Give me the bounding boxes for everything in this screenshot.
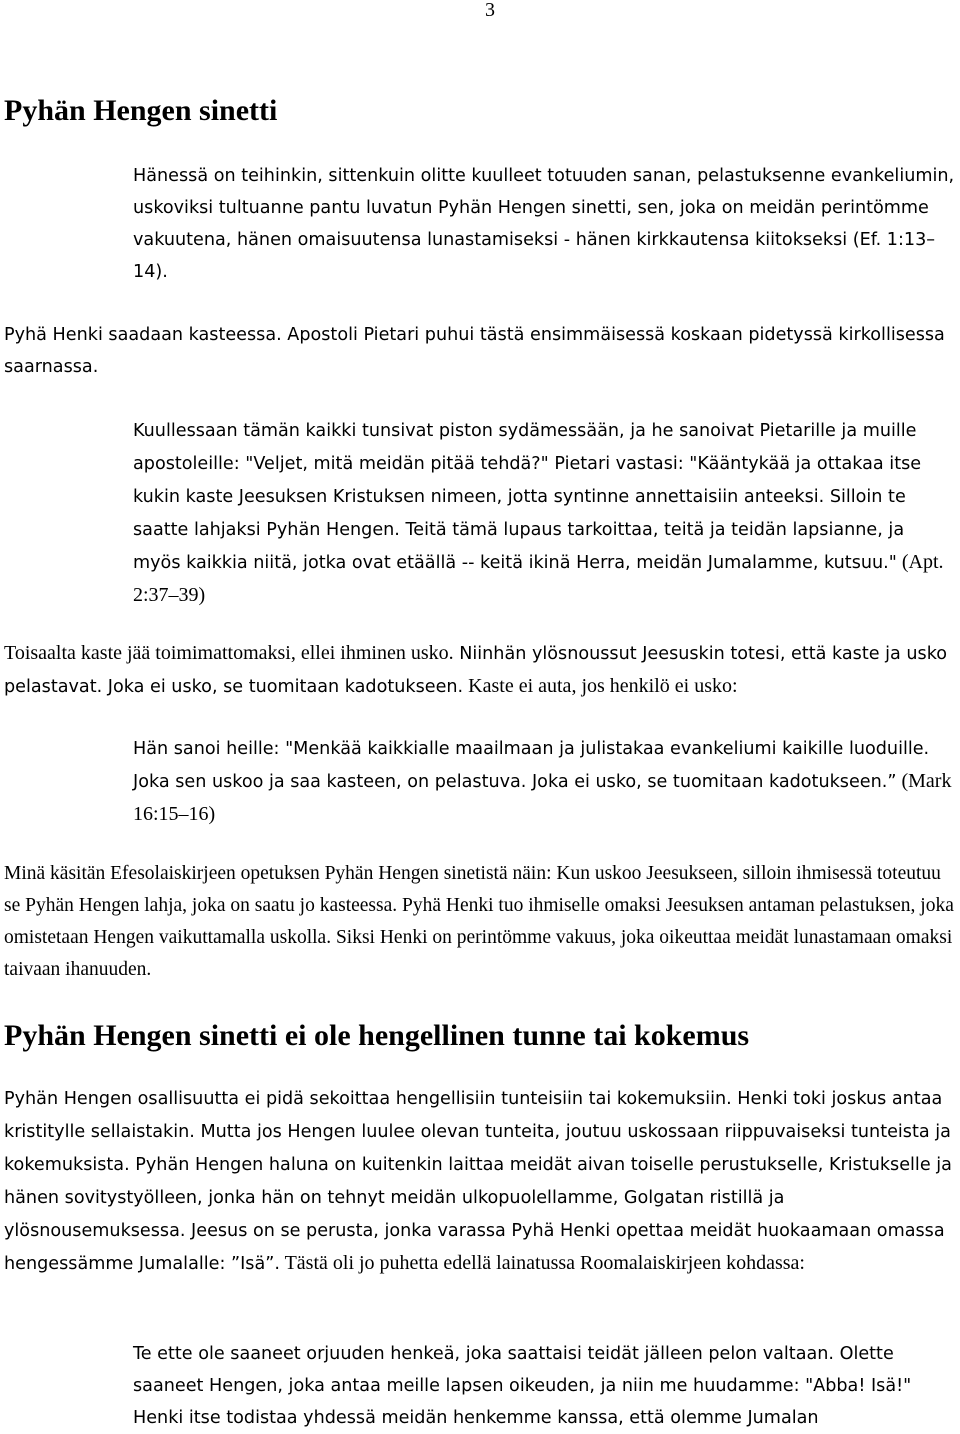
quote-acts-part-2: Pietari vastasi: "Kääntykää ja ottakaa itse kukin kaste Jeesuksen Kristuksen nimeen, jotta syntinne annettaisiin anteeksi. Silloin te saatte lahjaksi Pyhän Hengen. xyxy=(133,454,922,540)
paragraph-faith-part-3: Joka ei usko, se tuomitaan kadotukseen. xyxy=(102,677,464,697)
paragraph-faith-part-1: Toisaalta kaste jää toimimattomaksi, ellei ihminen usko. xyxy=(4,642,454,664)
paragraph-faith-part-2: Niinhän ylösnoussut Jeesuskin totesi, että kaste ja usko pelastavat. xyxy=(4,644,948,697)
paragraph-faith-part-4: Kaste ei auta, jos henkilö ei usko: xyxy=(463,675,738,697)
quote-acts-part-3: Teitä tämä lupaus tarkoittaa, teitä ja teidän lapsianne, ja myös kaikkia niitä, jotka ovat etäällä -- keitä ikinä Herra, meidän Jumalamme, kutsuu." xyxy=(133,520,905,573)
page-number: 3 xyxy=(485,0,495,21)
quote-ephesians: Hänessä on teihinkin, sittenkuin olitte kuulleet totuuden sanan, pelastuksenne evankeliumin, uskoviksi tultuanne pantu luvatun Pyhän Hengen sinetti, sen, joka on meidän perintömme vakuutena, hänen omaisuutensa lunastamiseksi - hänen kirkkautensa kiitokseksi (Ef. 1:13–14). xyxy=(133,166,955,282)
quote-acts-reference: (Apt. 2:37–39) xyxy=(133,551,944,606)
paragraph-feelings-part-1: Pyhän Hengen osallisuutta ei pidä sekoittaa hengellisiin tunteisiin tai kokemuksiin. Henki toki joskus antaa kristitylle sellaistakin. Mutta jos Hengen luulee olevan tunteita, joutuu uskossaan riippuvaiseksi tunteista ja kokemuksista. Pyhän Hengen haluna on kuitenkin laittaa meidät aivan toiselle perustukselle, Kristukselle ja hänen sovitystyölleen, jonka hän on tehnyt meidän ulkopuolellamme, Golgatan ristillä ja ylösnousemuksessa. Jeesus on se perusta, jonka varassa Pyhä Henki opettaa meidät huokaamaan omassa hengessämme Jumalalle: ”Isä”. xyxy=(4,1089,952,1274)
section-heading-1: Pyhän Hengen sinetti xyxy=(4,94,278,127)
section-heading-2: Pyhän Hengen sinetti ei ole hengellinen tunne tai kokemus xyxy=(4,1019,750,1052)
quote-mark-reference: (Mark 16:15–16) xyxy=(133,770,952,825)
paragraph-feelings xyxy=(4,1082,958,1280)
paragraph-faith xyxy=(4,637,958,703)
quote-acts xyxy=(133,414,955,611)
quote-acts-part-1: Kuullessaan tämän kaikki tunsivat piston sydämessään, ja he sanoivat Pietarille ja muille apostoleille: "Veljet, mitä meidän pitää tehdä?" xyxy=(133,421,917,474)
quote-mark-text: Hän sanoi heille: "Menkää kaikkialle maailmaan ja julistakaa evankeliumi kaikille luoduille. Joka sen uskoo ja saa kasteen, on pelastuva. Joka ei usko, se tuomitaan kadotukseen.” xyxy=(133,739,930,792)
paragraph-feelings-part-2: Tästä oli jo puhetta edellä lainatussa Roomalaiskirjeen kohdassa: xyxy=(279,1252,805,1274)
paragraph-interpretation: Minä käsitän Efesolaiskirjeen opetuksen Pyhän Hengen sinetistä näin: Kun uskoo Jeesukseen, silloin ihmisessä toteutuu se Pyhän Hengen lahja, joka on saatu jo kasteessa. Pyhä Henki tuo ihmiselle omaksi Jeesuksen antaman pelastuksen, joka omistetaan Hengen vaikuttamalla uskolla. Siksi Henki on perintömme vakuus, joka oikeuttaa meidät lunastamaan omaksi taivaan ihanuuden. xyxy=(4,863,954,980)
quote-romans: Te ette ole saaneet orjuuden henkeä, joka saattaisi teidät jälleen pelon valtaan. Olette saaneet Hengen, joka antaa meille lapsen oikeuden, ja niin me huudamme: "Abba! Isä!" Henki itse todistaa yhdessä meidän henkemme kanssa, että olemme Jumalan xyxy=(133,1344,912,1428)
paragraph-baptism: Pyhä Henki saadaan kasteessa. Apostoli Pietari puhui tästä ensimmäisessä koskaan pidetyssä kirkollisessa saarnassa. xyxy=(4,325,945,377)
quote-mark xyxy=(133,732,955,830)
